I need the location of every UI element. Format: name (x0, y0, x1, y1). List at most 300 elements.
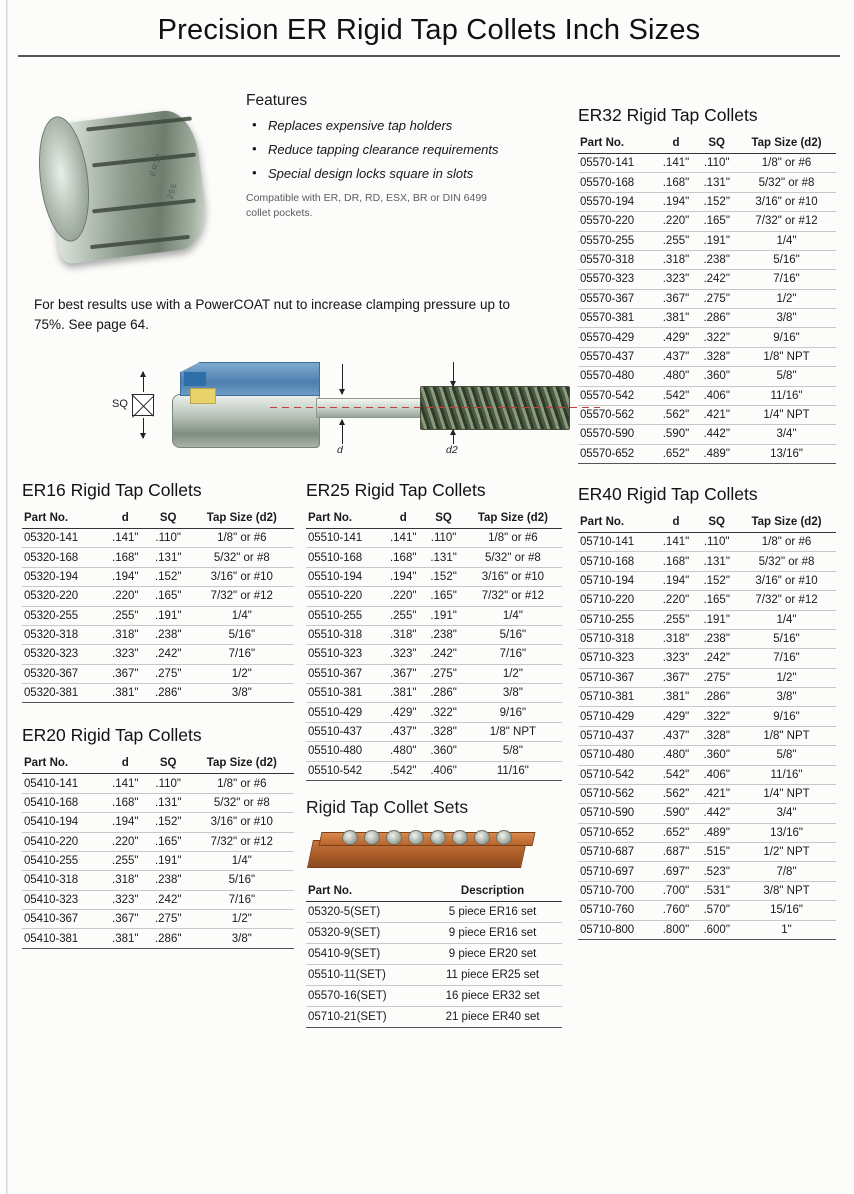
cell-part-no: 05570-429 (578, 328, 656, 347)
cell-sq: .600" (696, 920, 737, 939)
table-row (578, 444, 836, 463)
cell-part-no: 05570-381 (578, 309, 656, 328)
features-block (246, 92, 576, 221)
col-header-tap-size: Tap Size (d2) (190, 754, 294, 774)
cell-sq: .275" (423, 664, 463, 683)
cell-tap-size: 1/8" NPT (737, 726, 836, 745)
cell-part-no: 05710-381 (578, 688, 656, 707)
cell-d: .168" (383, 548, 423, 567)
table-row (22, 625, 294, 644)
cell-part-no: 05710-480 (578, 746, 656, 765)
cell-part-no: 05570-542 (578, 386, 656, 405)
table-row (578, 707, 836, 726)
cell-d: .220" (104, 587, 147, 606)
cell-sq: .442" (696, 425, 737, 444)
cell-part-no: 05510-220 (306, 587, 383, 606)
assembly-diagram (112, 350, 550, 470)
cell-part-no: 05320-220 (22, 587, 104, 606)
dimension-arrow-d2-lower (453, 430, 454, 444)
cell-sq: .110" (423, 529, 463, 548)
table-row (578, 192, 836, 211)
cell-tap-size: 11/16" (464, 761, 562, 780)
col-header-tap-size: Tap Size (d2) (464, 509, 562, 529)
table-row (22, 832, 294, 851)
table-row (578, 784, 836, 803)
table-row (22, 890, 294, 909)
cell-part-no: 05510-367 (306, 664, 383, 683)
cell-tap-size: 3/8" (190, 929, 294, 948)
cell-tap-size: 3/16" or #10 (737, 571, 836, 590)
table-row (578, 668, 836, 687)
cell-part-no: 05510-168 (306, 548, 383, 567)
table-row (306, 703, 562, 722)
page-title-bar (18, 0, 840, 57)
dimension-arrow-up (143, 372, 144, 392)
cell-part-no: 05510-542 (306, 761, 383, 780)
cell-part-no: 05410-323 (22, 890, 104, 909)
cell-tap-size: 7/16" (190, 890, 294, 909)
cell-tap-size: 3/4" (737, 425, 836, 444)
cell-part-no: 05710-220 (578, 591, 656, 610)
list-item: • Special design locks square in slots (262, 166, 576, 181)
table-row (578, 843, 836, 862)
cell-part-no: 05710-21(SET) (306, 1006, 423, 1027)
cell-tap-size: 5/8" (737, 367, 836, 386)
cell-d: .318" (104, 871, 147, 890)
cell-tap-size: 7/16" (737, 649, 836, 668)
table-row (578, 250, 836, 269)
cell-description: 9 piece ER16 set (423, 922, 562, 943)
cell-d: .220" (104, 832, 147, 851)
tray-art (306, 826, 534, 874)
cell-part-no: 05710-700 (578, 881, 656, 900)
cell-tap-size: 3/8" NPT (737, 881, 836, 900)
col-header-d: d (104, 754, 147, 774)
table-row (22, 774, 294, 793)
cell-part-no: 05710-255 (578, 610, 656, 629)
cell-d: .437" (383, 722, 423, 741)
col-header-d: d (104, 509, 147, 529)
cell-sq: .242" (696, 649, 737, 668)
cell-part-no: 05410-9(SET) (306, 943, 423, 964)
cell-part-no: 05570-141 (578, 154, 656, 173)
cell-sq: .131" (696, 173, 737, 192)
cell-sq: .322" (423, 703, 463, 722)
cell-part-no: 05410-168 (22, 793, 104, 812)
section-title-er40: ER40 Rigid Tap Collets (578, 484, 758, 504)
col-header-part-no: Part No. (306, 509, 383, 529)
diagram-label-d2: d2 (446, 444, 458, 456)
table-row (306, 761, 562, 780)
cell-part-no: 05320-323 (22, 645, 104, 664)
compatibility-note: Compatible with ER, DR, RD, ESX, BR or DIN 6499 collet pockets. (246, 192, 487, 220)
table-row (22, 910, 294, 929)
table-er40 (578, 513, 836, 940)
table-row (22, 684, 294, 703)
cell-tap-size: 3/8" (190, 684, 294, 703)
cell-tap-size: 15/16" (737, 901, 836, 920)
list-item: • Reduce tapping clearance requirements (262, 142, 576, 157)
cell-tap-size: 1/4" NPT (737, 784, 836, 803)
cell-tap-size: 1/8" or #6 (190, 529, 294, 548)
cell-sq: .152" (696, 571, 737, 590)
cell-sq: .360" (696, 746, 737, 765)
tray-collet (430, 830, 446, 845)
cell-part-no: 05710-437 (578, 726, 656, 745)
cell-d: .480" (656, 746, 697, 765)
cell-part-no: 05510-437 (306, 722, 383, 741)
cell-part-no: 05570-480 (578, 367, 656, 386)
table-row (22, 664, 294, 683)
cell-d: .323" (104, 890, 147, 909)
cell-d: .168" (656, 552, 697, 571)
cell-d: .562" (656, 405, 697, 424)
column-middle (306, 480, 562, 1028)
powercoat-note: For best results use with a PowerCOAT nut to increase clamping pressure up to 75%. See page 64. (34, 297, 510, 333)
cell-d: .542" (656, 765, 697, 784)
cell-tap-size: 7/16" (737, 270, 836, 289)
cell-tap-size: 1/4" (190, 606, 294, 625)
cell-part-no: 05320-9(SET) (306, 922, 423, 943)
cell-tap-size: 1/4" (737, 610, 836, 629)
cell-d: .141" (656, 533, 697, 552)
cell-part-no: 05410-220 (22, 832, 104, 851)
cell-part-no: 05320-5(SET) (306, 901, 423, 922)
cell-sq: .286" (147, 684, 190, 703)
col-header-sq: SQ (696, 134, 737, 154)
table-body (578, 154, 836, 464)
cell-d: .220" (656, 591, 697, 610)
cell-d: .255" (656, 610, 697, 629)
cell-sq: .110" (147, 774, 190, 793)
cell-tap-size: 5/16" (737, 629, 836, 648)
section-title-er25: ER25 Rigid Tap Collets (306, 480, 486, 500)
cell-sq: .242" (696, 270, 737, 289)
cell-d: .800" (656, 920, 697, 939)
cell-tap-size: 1/8" or #6 (464, 529, 562, 548)
collet-product-photo (34, 100, 234, 285)
cell-d: .255" (104, 851, 147, 870)
table-row (578, 405, 836, 424)
table-row (22, 929, 294, 948)
cell-d: .323" (656, 649, 697, 668)
cell-part-no: 05710-687 (578, 843, 656, 862)
cell-part-no: 05570-590 (578, 425, 656, 444)
table-row (306, 664, 562, 683)
cell-sq: .238" (423, 625, 463, 644)
table-row (22, 529, 294, 548)
cell-part-no: 05570-194 (578, 192, 656, 211)
cell-part-no: 05710-800 (578, 920, 656, 939)
cell-part-no: 05570-323 (578, 270, 656, 289)
cell-sq: .328" (696, 347, 737, 366)
table-row (306, 943, 562, 964)
table-row (578, 386, 836, 405)
cell-tap-size: 5/16" (737, 250, 836, 269)
table-row (578, 881, 836, 900)
cell-sq: .322" (696, 328, 737, 347)
cell-tap-size: 1/8" or #6 (190, 774, 294, 793)
col-header-sq: SQ (696, 513, 737, 533)
cell-sq: .531" (696, 881, 737, 900)
cell-sq: .152" (423, 567, 463, 586)
cell-d: .168" (104, 793, 147, 812)
cell-tap-size: 5/16" (190, 871, 294, 890)
cell-part-no: 05410-141 (22, 774, 104, 793)
cell-tap-size: 5/16" (464, 625, 562, 644)
cell-tap-size: 9/16" (737, 707, 836, 726)
cell-tap-size: 3/16" or #10 (190, 567, 294, 586)
cell-sq: .131" (147, 548, 190, 567)
cell-part-no: 05320-168 (22, 548, 104, 567)
cell-description: 16 piece ER32 set (423, 985, 562, 1006)
cell-part-no: 05570-168 (578, 173, 656, 192)
col-header-sq: SQ (147, 509, 190, 529)
cell-part-no: 05710-168 (578, 552, 656, 571)
cell-sq: .570" (696, 901, 737, 920)
table-row (306, 901, 562, 922)
cell-tap-size: 7/32" or #12 (190, 587, 294, 606)
cell-part-no: 05710-429 (578, 707, 656, 726)
cell-d: .194" (656, 571, 697, 590)
cell-sq: .191" (147, 606, 190, 625)
table-row (22, 567, 294, 586)
table-er32 (578, 134, 836, 464)
cell-part-no: 05710-194 (578, 571, 656, 590)
table-body (22, 529, 294, 703)
cell-d: .480" (383, 742, 423, 761)
table-row (306, 548, 562, 567)
section-title-sets: Rigid Tap Collet Sets (306, 796, 469, 817)
cell-sq: .406" (696, 765, 737, 784)
table-row (578, 552, 836, 571)
table-row (22, 587, 294, 606)
cell-sq: .110" (696, 154, 737, 173)
cell-tap-size: 5/16" (190, 625, 294, 644)
col-header-part-no: Part No. (306, 882, 423, 902)
table-row (578, 901, 836, 920)
table-row (306, 722, 562, 741)
col-header-part-no: Part No. (578, 513, 656, 533)
table-row (578, 347, 836, 366)
cell-sq: .286" (696, 309, 737, 328)
cell-d: .437" (656, 726, 697, 745)
section-title-er20: ER20 Rigid Tap Collets (22, 725, 202, 746)
cell-part-no: 05320-194 (22, 567, 104, 586)
cell-sq: .515" (696, 843, 737, 862)
cell-sq: .191" (696, 610, 737, 629)
cell-sq: .275" (696, 668, 737, 687)
cell-sq: .322" (696, 707, 737, 726)
cell-d: .542" (383, 761, 423, 780)
table-row (22, 793, 294, 812)
cell-part-no: 05410-255 (22, 851, 104, 870)
cell-sq: .275" (147, 910, 190, 929)
cell-tap-size: 7/32" or #12 (464, 587, 562, 606)
cell-part-no: 05320-367 (22, 664, 104, 683)
cell-tap-size: 1/2" (190, 664, 294, 683)
cell-d: .194" (656, 192, 697, 211)
table-body (22, 774, 294, 948)
table-row (578, 629, 836, 648)
table-row (306, 742, 562, 761)
diagram-label-sq: SQ (112, 398, 128, 410)
table-er20 (22, 754, 294, 948)
cell-tap-size: 1/2" (190, 910, 294, 929)
table-sets (306, 882, 562, 1028)
dimension-arrow-down (143, 418, 144, 438)
cell-tap-size: 3/16" or #10 (737, 192, 836, 211)
table-row (578, 765, 836, 784)
cell-tap-size: 1/4" NPT (737, 405, 836, 424)
cell-d: .220" (656, 212, 697, 231)
cell-sq: .286" (696, 688, 737, 707)
cell-sq: .442" (696, 804, 737, 823)
cell-d: .323" (104, 645, 147, 664)
dimension-arrow-d (342, 364, 343, 394)
cell-part-no: 05570-255 (578, 231, 656, 250)
table-row (578, 425, 836, 444)
diagram-centerline (270, 407, 600, 408)
cell-tap-size: 5/8" (464, 742, 562, 761)
cell-d: .700" (656, 881, 697, 900)
cell-sq: .110" (696, 533, 737, 552)
cell-part-no: 05410-381 (22, 929, 104, 948)
cell-d: .652" (656, 444, 697, 463)
table-row (578, 231, 836, 250)
cell-sq: .165" (696, 591, 737, 610)
cell-d: .255" (383, 606, 423, 625)
cell-d: .141" (383, 529, 423, 548)
cell-d: .590" (656, 425, 697, 444)
cell-d: .141" (656, 154, 697, 173)
section-title-er32: ER32 Rigid Tap Collets (578, 105, 758, 125)
table-er16 (22, 509, 294, 703)
cell-tap-size: 1/8" NPT (464, 722, 562, 741)
cell-part-no: 05510-194 (306, 567, 383, 586)
cell-tap-size: 5/32" or #8 (190, 548, 294, 567)
table-row (306, 606, 562, 625)
cell-description: 11 piece ER25 set (423, 964, 562, 985)
table-row (578, 289, 836, 308)
cell-tap-size: 1/8" or #6 (737, 154, 836, 173)
column-right (578, 105, 836, 940)
cell-part-no: 05510-255 (306, 606, 383, 625)
cell-part-no: 05510-323 (306, 645, 383, 664)
cell-d: .367" (104, 664, 147, 683)
cell-part-no: 05410-367 (22, 910, 104, 929)
cell-part-no: 05570-652 (578, 444, 656, 463)
table-body (578, 533, 836, 940)
col-header-d: d (656, 513, 697, 533)
table-row (578, 688, 836, 707)
cell-part-no: 05320-255 (22, 606, 104, 625)
cell-sq: .242" (423, 645, 463, 664)
cell-d: .429" (383, 703, 423, 722)
cell-description: 9 piece ER20 set (423, 943, 562, 964)
cell-sq: .242" (147, 890, 190, 909)
col-header-sq: SQ (147, 754, 190, 774)
table-row (578, 270, 836, 289)
cell-sq: .328" (423, 722, 463, 741)
tray-collet (452, 830, 468, 845)
cell-sq: .360" (696, 367, 737, 386)
cell-tap-size: 3/8" (737, 309, 836, 328)
cell-sq: .238" (147, 871, 190, 890)
cell-tap-size: 1/2" NPT (737, 843, 836, 862)
cell-sq: .131" (423, 548, 463, 567)
cell-d: .542" (656, 386, 697, 405)
table-row (578, 726, 836, 745)
cell-tap-size: 1/2" (464, 664, 562, 683)
cell-d: .141" (104, 774, 147, 793)
col-header-part-no: Part No. (22, 754, 104, 774)
table-row (306, 567, 562, 586)
cell-tap-size: 5/32" or #8 (737, 173, 836, 192)
cell-tap-size: 5/32" or #8 (737, 552, 836, 571)
cell-d: .318" (104, 625, 147, 644)
table-row (578, 212, 836, 231)
table-row (306, 645, 562, 664)
cell-description: 5 piece ER16 set (423, 901, 562, 922)
cell-d: .168" (104, 548, 147, 567)
cell-tap-size: 5/32" or #8 (464, 548, 562, 567)
col-header-d: d (383, 509, 423, 529)
cell-tap-size: 7/32" or #12 (737, 212, 836, 231)
cell-d: .168" (656, 173, 697, 192)
table-row (578, 571, 836, 590)
cell-sq: .191" (423, 606, 463, 625)
collet-engraving: .255 (164, 181, 180, 204)
cell-part-no: 05320-318 (22, 625, 104, 644)
cell-tap-size: 1" (737, 920, 836, 939)
cell-d: .437" (656, 347, 697, 366)
collet-engraving: ER32 (148, 151, 164, 178)
cell-description: 21 piece ER40 set (423, 1006, 562, 1027)
cell-tap-size: 11/16" (737, 386, 836, 405)
cell-d: .323" (656, 270, 697, 289)
cell-sq: .523" (696, 862, 737, 881)
cell-part-no: 05510-141 (306, 529, 383, 548)
cell-part-no: 05710-542 (578, 765, 656, 784)
col-header-part-no: Part No. (22, 509, 104, 529)
cell-sq: .275" (147, 664, 190, 683)
cell-d: .381" (656, 688, 697, 707)
cell-sq: .286" (423, 684, 463, 703)
cell-d: .381" (104, 929, 147, 948)
cell-tap-size: 7/32" or #12 (190, 832, 294, 851)
cell-sq: .152" (696, 192, 737, 211)
cell-d: .652" (656, 823, 697, 842)
dimension-arrow-d-lower (342, 420, 343, 444)
tray-collet (474, 830, 490, 845)
table-row (22, 548, 294, 567)
dimension-arrow-d2 (453, 362, 454, 386)
cell-d: .194" (383, 567, 423, 586)
cell-sq: .110" (147, 529, 190, 548)
table-body (306, 529, 562, 781)
cell-part-no: 05510-480 (306, 742, 383, 761)
cell-d: .381" (656, 309, 697, 328)
cell-tap-size: 1/4" (190, 851, 294, 870)
cell-sq: .238" (696, 629, 737, 648)
cell-d: .367" (104, 910, 147, 929)
cell-part-no: 05320-381 (22, 684, 104, 703)
cell-sq: .360" (423, 742, 463, 761)
cell-sq: .191" (147, 851, 190, 870)
table-row (578, 862, 836, 881)
diagram-label-d: d (337, 444, 343, 456)
